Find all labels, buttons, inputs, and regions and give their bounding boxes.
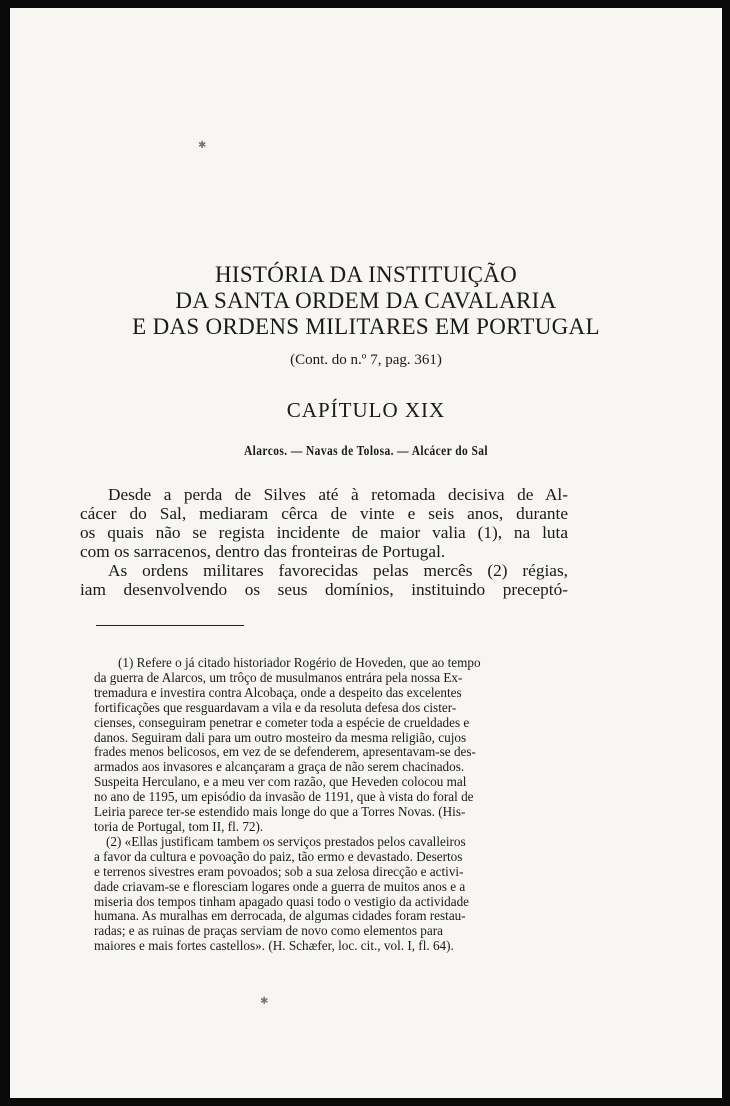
chapter-heading: CAPÍTULO XIX xyxy=(286,398,446,422)
body-line: cácer do Sal, mediaram cêrca de vinte e seis anos, durante xyxy=(80,504,568,523)
footnote-line: e terrenos sivestres eram povoados; sob a sua zelosa direcção e activi- xyxy=(94,863,464,879)
footnote-line: no ano de 1195, um episódio da invasão de 1191, que à vista do foral de xyxy=(94,789,474,805)
footnote-line: danos. Seguiram dali para um outro mosteiro da mesma religião, cujos xyxy=(94,729,467,745)
ink-speck: ✱ xyxy=(198,140,207,151)
footnote-line: cienses, conseguiram penetrar e cometer toda a espécie de crueldades e xyxy=(94,714,470,730)
footnote-line: Suspeita Herculano, e a meu ver com razão, que Heveden colocou mal xyxy=(94,774,467,790)
footnote-line: dade criavam-se e floresciam logares onde a guerra de muitos anos e a xyxy=(94,878,466,894)
footnote-line: tremadura e investira contra Alcobaça, onde a despeito das excelentes xyxy=(94,684,462,700)
chapter-subtitle-wrap xyxy=(10,444,722,460)
footnote-line: (1) Refere o já citado historiador Rogério de Hoveden, que ao tempo xyxy=(118,655,481,670)
footnote-line: toria de Portugal, tom II, fl. 72). xyxy=(94,818,264,834)
body-line: Desde a perda de Silves até à retomada decisiva de Al- xyxy=(108,485,568,504)
footnote-line: (2) «Ellas justificam tambem os serviços prestados pelos cavalleiros xyxy=(106,833,466,849)
footnote-line: humana. As muralhas em derrocada, de algumas cidades foram restau- xyxy=(94,908,466,924)
footnote-line: a favor da cultura e povoação do paiz, tão ermo e devastado. Desertos xyxy=(94,848,463,864)
document-page xyxy=(10,8,722,1098)
body-line: As ordens militares favorecidas pelas mercês (2) régias, xyxy=(108,561,568,580)
title-line: HISTÓRIA DA INSTITUIÇÃO xyxy=(214,262,518,287)
body-paragraphs xyxy=(80,485,568,599)
footnote-line: fortificações que resguardavam a vila e da resoluta defesa dos cister- xyxy=(94,699,457,715)
footnotes xyxy=(94,656,574,954)
footnote-line: armados aos invasores e alcançaram a graça de não serem chacinados. xyxy=(94,759,465,775)
footnote-line: Leiria parece ter-se estendido mais longe do que a Torres Novas. (His- xyxy=(94,804,466,820)
ink-speck: ✱ xyxy=(260,996,269,1007)
body-line: iam desenvolvendo os seus domínios, instituindo preceptó- xyxy=(80,580,568,599)
footnote-line: maiores e mais fortes castellos». (H. Schæfer, loc. cit., vol. I, fl. 64). xyxy=(94,938,454,954)
chapter-subtitle: Alarcos. — Navas de Tolosa. — Alcácer do Sal xyxy=(243,444,489,459)
title-line: E DAS ORDENS MILITARES EM PORTUGAL xyxy=(132,314,600,339)
title-line: DA SANTA ORDEM DA CAVALARIA xyxy=(175,288,557,313)
footnote-line: miseria dos tempos tinham apagado quasi todo o vestigio da actividade xyxy=(94,893,470,909)
footnote-divider xyxy=(96,625,244,626)
document-title xyxy=(10,262,722,340)
body-line: os quais não se regista incidente de maior valia (1), na luta xyxy=(80,523,568,542)
continuation-note: (Cont. do n.º 7, pag. 361) xyxy=(290,352,442,368)
footnote-line: radas; e as ruinas de praças serviam de novo como elementos para xyxy=(94,923,443,939)
footnote-line: frades menos belicosos, em vez de se defenderem, apresentavam-se des- xyxy=(94,744,476,760)
body-line: com os sarracenos, dentro das fronteiras de Portugal. xyxy=(80,542,446,561)
footnote-line: da guerra de Alarcos, um trôço de musulmanos entrára pela nossa Ex- xyxy=(94,669,463,685)
